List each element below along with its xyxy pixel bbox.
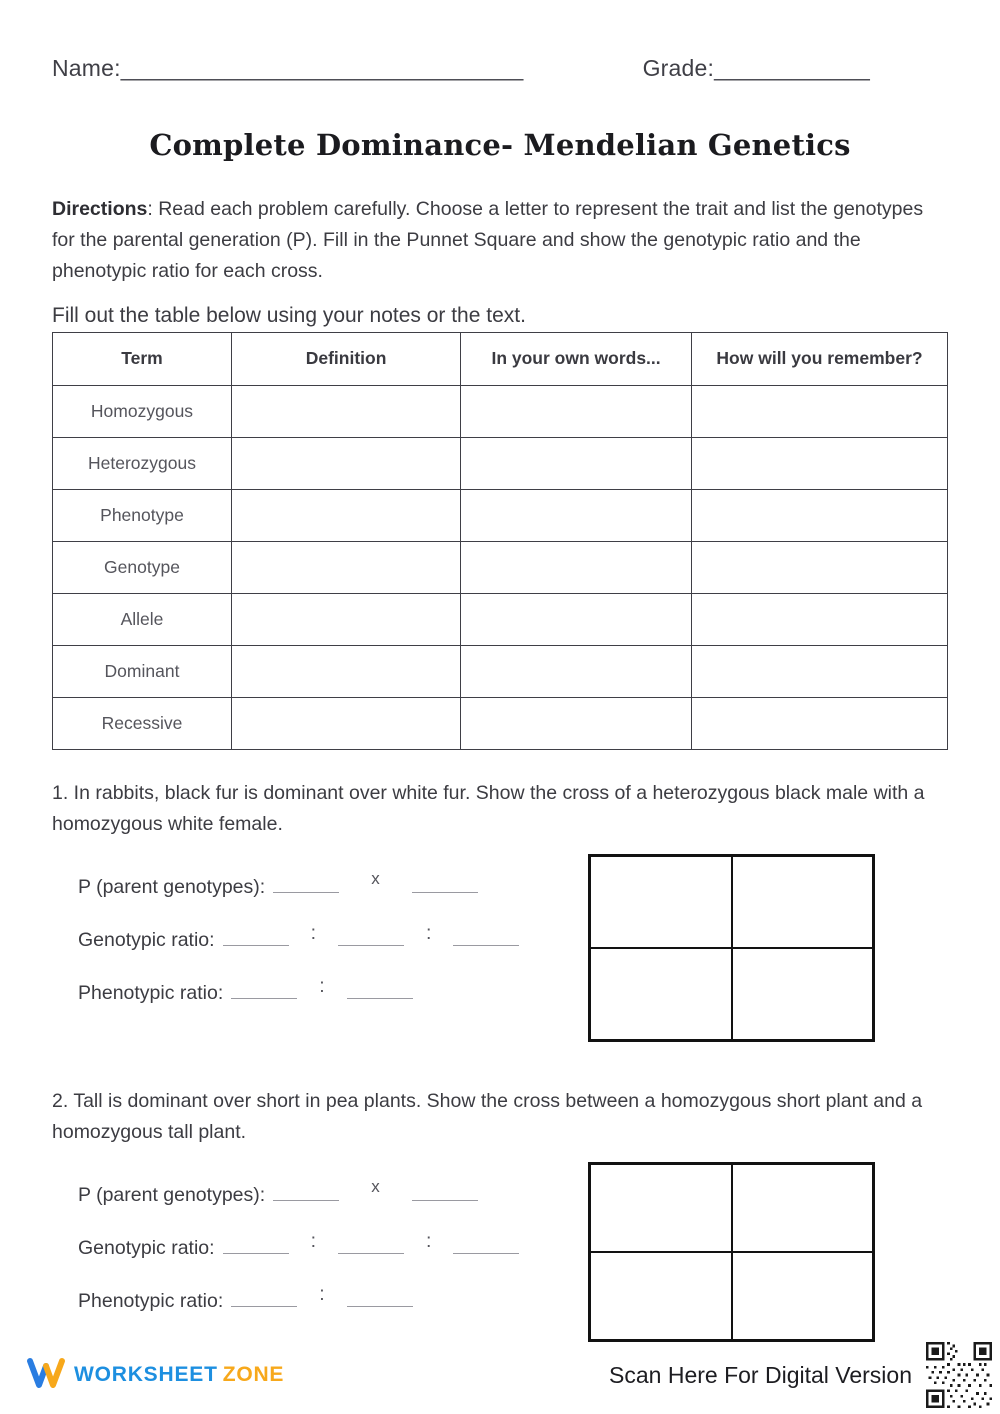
parent-genotype-blank-2[interactable] xyxy=(412,877,478,893)
colon-separator: : xyxy=(319,974,325,997)
punnett-square-2 xyxy=(588,1162,875,1342)
phenotypic-ratio-blank-2[interactable] xyxy=(347,983,413,999)
punnett-cell[interactable] xyxy=(732,1164,874,1252)
scan-text: Scan Here For Digital Version xyxy=(609,1361,912,1388)
remember-cell[interactable] xyxy=(692,437,948,489)
problem-2 xyxy=(52,1086,948,1343)
punnett-cell[interactable] xyxy=(732,1252,874,1340)
phenotypic-ratio-row xyxy=(78,1283,588,1313)
genotypic-ratio-blank-3[interactable] xyxy=(453,1238,519,1254)
punnett-cell[interactable] xyxy=(732,948,874,1040)
parent-genotypes-row xyxy=(78,1177,588,1207)
definition-cell[interactable] xyxy=(232,385,461,437)
w-logo-icon xyxy=(26,1357,66,1394)
phenotypic-ratio-row xyxy=(78,974,588,1005)
phenotypic-ratio-label: Phenotypic ratio: xyxy=(78,1290,224,1313)
header-row xyxy=(52,55,948,82)
problem-2-fields xyxy=(52,1162,588,1343)
column-header-remember: How will you remember? xyxy=(692,332,948,385)
table-row xyxy=(53,437,948,489)
definition-cell[interactable] xyxy=(232,697,461,749)
vocab-header-row xyxy=(53,332,948,385)
term-cell: Genotype xyxy=(53,541,232,593)
genotypic-ratio-row xyxy=(78,1230,588,1260)
directions-label: Directions xyxy=(52,198,148,220)
genotypic-ratio-blank-1[interactable] xyxy=(223,930,289,946)
punnett-cell[interactable] xyxy=(732,856,874,948)
column-header-own-words: In your own words... xyxy=(461,332,692,385)
grade-blank[interactable]: ____________ xyxy=(714,55,870,81)
grade-label: Grade: xyxy=(642,55,715,81)
remember-cell[interactable] xyxy=(692,385,948,437)
punnett-cell[interactable] xyxy=(590,1252,732,1340)
parent-genotypes-row xyxy=(78,868,588,899)
definition-cell[interactable] xyxy=(232,593,461,645)
table-row xyxy=(53,697,948,749)
definition-cell[interactable] xyxy=(232,541,461,593)
definition-cell[interactable] xyxy=(232,489,461,541)
parent-genotypes-label: P (parent genotypes): xyxy=(78,875,266,898)
phenotypic-ratio-blank-1[interactable] xyxy=(231,983,297,999)
term-cell: Recessive xyxy=(53,697,232,749)
remember-cell[interactable] xyxy=(692,541,948,593)
table-intro: Fill out the table below using your notes or the text. xyxy=(52,303,526,327)
own-words-cell[interactable] xyxy=(461,385,692,437)
remember-cell[interactable] xyxy=(692,489,948,541)
problem-1-fields xyxy=(52,854,588,1035)
brand-name xyxy=(74,1363,284,1387)
genotypic-ratio-blank-2[interactable] xyxy=(338,1238,404,1254)
table-row xyxy=(53,593,948,645)
qr-code xyxy=(926,1342,992,1408)
directions-text: : Read each problem carefully. Choose a letter to represent the trait and list the genotypes for the parental generation (P). Fill in the Punnet Square and show the genotypic ratio and the phenotypic ratio for each cross. xyxy=(52,198,924,283)
parent-genotype-blank-1[interactable] xyxy=(273,1185,339,1201)
term-cell: Homozygous xyxy=(53,385,232,437)
table-row xyxy=(53,489,948,541)
term-cell: Phenotype xyxy=(53,489,232,541)
phenotypic-ratio-label: Phenotypic ratio: xyxy=(78,981,224,1004)
colon-separator: : xyxy=(426,1230,432,1253)
footer xyxy=(26,1342,992,1408)
colon-separator: : xyxy=(426,921,432,944)
punnett-cell[interactable] xyxy=(590,856,732,948)
phenotypic-ratio-blank-2[interactable] xyxy=(347,1291,413,1307)
parent-genotype-blank-2[interactable] xyxy=(412,1185,478,1201)
cross-x-label: x xyxy=(371,868,380,888)
genotypic-ratio-blank-3[interactable] xyxy=(453,930,519,946)
phenotypic-ratio-blank-1[interactable] xyxy=(231,1291,297,1307)
genotypic-ratio-label: Genotypic ratio: xyxy=(78,1237,215,1260)
cross-x-label: x xyxy=(371,1177,380,1197)
name-blank[interactable]: _______________________________ xyxy=(120,55,524,81)
punnett-square-1 xyxy=(588,854,875,1042)
colon-separator: : xyxy=(319,1283,325,1306)
parent-genotypes-label: P (parent genotypes): xyxy=(78,1184,266,1207)
own-words-cell[interactable] xyxy=(461,645,692,697)
grade-field xyxy=(643,55,870,82)
remember-cell[interactable] xyxy=(692,697,948,749)
term-cell: Heterozygous xyxy=(53,437,232,489)
column-header-term: Term xyxy=(53,332,232,385)
name-field xyxy=(52,55,524,82)
problem-2-text: 2. Tall is dominant over short in pea plants. Show the cross between a homozygous short plant and a homozygous tall plant. xyxy=(52,1089,923,1144)
colon-separator: : xyxy=(310,921,316,944)
own-words-cell[interactable] xyxy=(461,697,692,749)
genotypic-ratio-blank-2[interactable] xyxy=(338,930,404,946)
remember-cell[interactable] xyxy=(692,593,948,645)
problem-1-text: 1. In rabbits, black fur is dominant over white fur. Show the cross of a heterozygous black male with a homozygous white female. xyxy=(52,781,925,835)
name-label: Name: xyxy=(52,55,121,81)
definition-cell[interactable] xyxy=(232,645,461,697)
parent-genotype-blank-1[interactable] xyxy=(273,877,339,893)
own-words-cell[interactable] xyxy=(461,541,692,593)
own-words-cell[interactable] xyxy=(461,593,692,645)
directions-paragraph xyxy=(52,194,948,288)
own-words-cell[interactable] xyxy=(461,437,692,489)
punnett-cell[interactable] xyxy=(590,1164,732,1252)
definition-cell[interactable] xyxy=(232,437,461,489)
remember-cell[interactable] xyxy=(692,645,948,697)
term-cell: Dominant xyxy=(53,645,232,697)
own-words-cell[interactable] xyxy=(461,489,692,541)
table-row xyxy=(53,541,948,593)
genotypic-ratio-blank-1[interactable] xyxy=(223,1238,289,1254)
vocab-table xyxy=(52,332,948,750)
problem-1 xyxy=(52,778,948,1042)
table-row xyxy=(53,385,948,437)
problem-2-body xyxy=(52,1162,948,1343)
problem-1-body xyxy=(52,854,948,1042)
term-cell: Allele xyxy=(53,593,232,645)
page-title: Complete Dominance- Mendelian Genetics xyxy=(149,128,851,162)
genotypic-ratio-row xyxy=(78,921,588,952)
genotypic-ratio-label: Genotypic ratio: xyxy=(78,928,215,951)
colon-separator: : xyxy=(310,1230,316,1253)
table-row xyxy=(53,645,948,697)
brand-name-worksheet: WORKSHEET xyxy=(74,1363,218,1386)
column-header-definition: Definition xyxy=(232,332,461,385)
brand-name-zone: ZONE xyxy=(222,1363,285,1386)
punnett-cell[interactable] xyxy=(590,948,732,1040)
brand-logo xyxy=(26,1357,284,1394)
